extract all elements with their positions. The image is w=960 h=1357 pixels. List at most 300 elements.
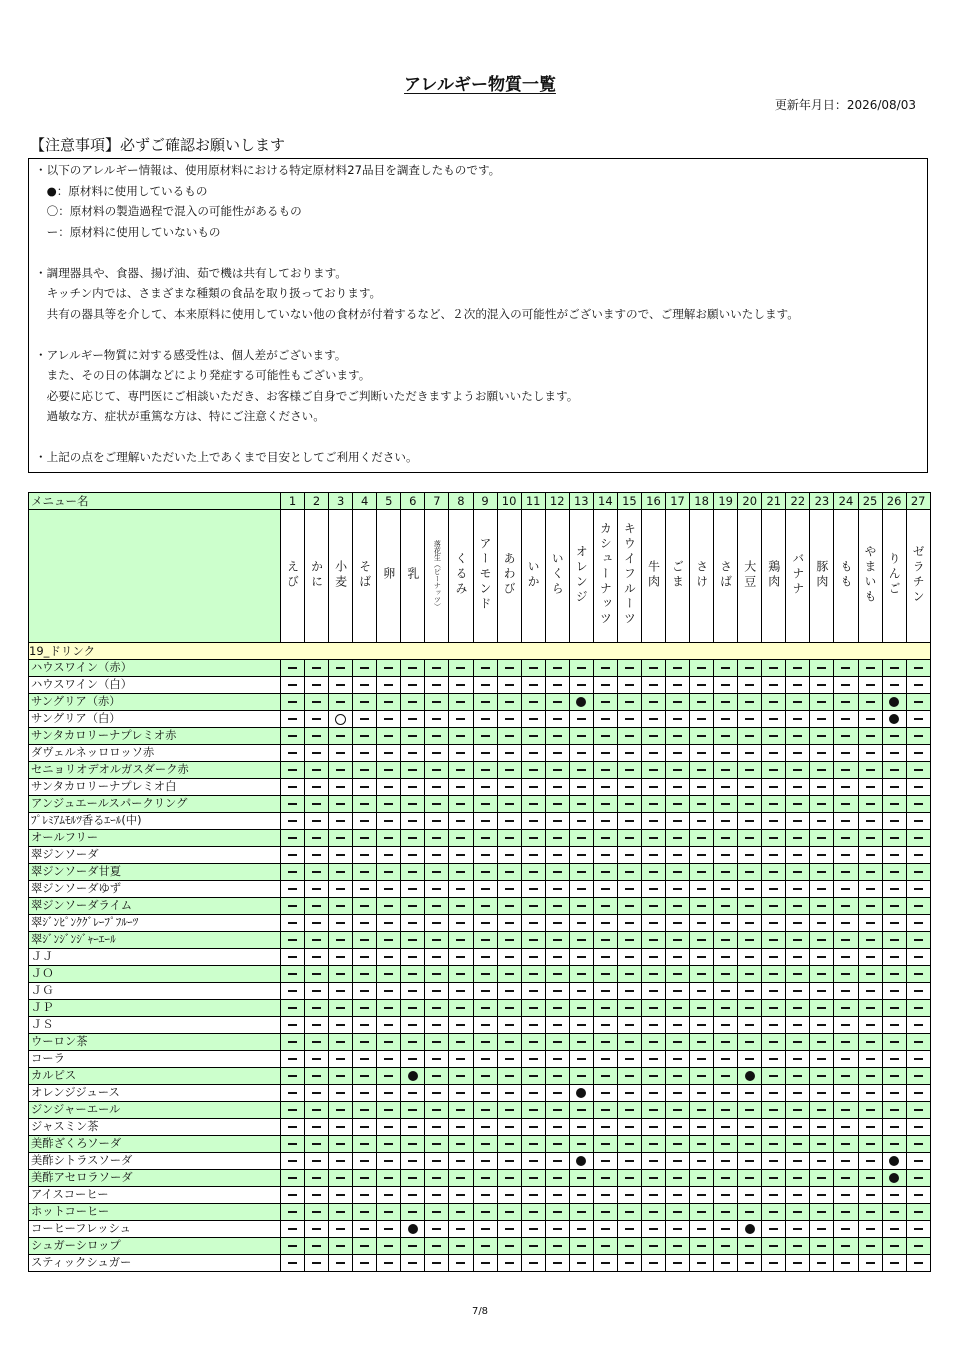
allergen-cell [666,660,690,677]
allergen-cell [593,1000,617,1017]
not-used-mark [553,854,562,855]
not-used-mark [529,837,538,838]
not-used-mark [288,786,297,787]
not-used-mark [625,1194,634,1195]
not-used-mark [817,718,826,719]
not-used-mark [481,854,490,855]
not-used-mark [553,701,562,702]
not-used-mark [697,1245,706,1246]
not-used-mark [649,1041,658,1042]
allergen-number: 11 [521,493,545,510]
allergen-cell [786,660,810,677]
page-indicator: 7/8 [471,1306,489,1317]
allergen-cell [521,966,545,983]
allergen-cell [906,694,930,711]
allergen-cell [545,966,569,983]
not-used-mark [601,854,610,855]
not-used-mark [817,1160,826,1161]
not-used-mark [408,1245,417,1246]
not-used-mark [336,1007,345,1008]
not-used-mark [553,922,562,923]
menu-item-name: ジンジャーエール [29,1102,281,1119]
menu-item-name: 翠ｼﾞﾝﾋﾟﾝｸｸﾞﾚｰﾌﾟﾌﾙｰﾂ [29,915,281,932]
allergen-cell [834,1068,858,1085]
not-used-mark [625,786,634,787]
allergen-cell [641,1017,665,1034]
allergen-cell [497,1102,521,1119]
allergen-cell [449,915,473,932]
allergen-cell [762,1102,786,1119]
not-used-mark [384,820,393,821]
not-used-mark [697,854,706,855]
not-used-mark [601,803,610,804]
not-used-mark [625,973,634,974]
not-used-mark [890,922,899,923]
allergen-cell [497,1068,521,1085]
not-used-mark [841,1143,850,1144]
not-used-mark [601,701,610,702]
not-used-mark [384,769,393,770]
not-used-mark [625,1109,634,1110]
not-used-mark [408,820,417,821]
allergen-cell [305,1034,329,1051]
allergen-cell [521,898,545,915]
not-used-mark [601,752,610,753]
allergen-cell [353,677,377,694]
not-used-mark [914,854,923,855]
allergen-cell [810,677,834,694]
allergen-cell [617,1187,641,1204]
not-used-mark [481,820,490,821]
allergen-cell [569,1204,593,1221]
not-used-mark [649,1160,658,1161]
not-used-mark [866,786,875,787]
allergen-cell [449,949,473,966]
allergen-cell [786,1034,810,1051]
table-row [29,694,931,711]
allergen-cell [690,1017,714,1034]
table-row [29,1068,931,1085]
not-used-mark [408,752,417,753]
allergen-cell [593,830,617,847]
allergen-cell [617,711,641,728]
not-used-mark [432,1024,441,1025]
not-used-mark [408,1211,417,1212]
not-used-mark [745,888,754,889]
allergen-cell [690,864,714,881]
not-used-mark [312,854,321,855]
not-used-mark [384,973,393,974]
allergen-number: 24 [834,493,858,510]
not-used-mark [553,1177,562,1178]
allergen-cell [377,1238,401,1255]
allergen-cell [641,881,665,898]
not-used-mark [697,1143,706,1144]
table-row [29,1085,931,1102]
not-used-mark [793,990,802,991]
not-used-mark [721,1262,730,1263]
allergen-cell [281,728,305,745]
allergen-cell [810,1068,834,1085]
allergen-cell [834,1204,858,1221]
allergen-cell [377,677,401,694]
not-used-mark [914,1058,923,1059]
allergen-cell [473,1017,497,1034]
allergen-cell [666,966,690,983]
not-used-mark [312,1092,321,1093]
allergen-cell [762,660,786,677]
allergen-cell [425,779,449,796]
not-used-mark [721,1058,730,1059]
allergen-cell [690,694,714,711]
allergen-cell [882,1238,906,1255]
allergen-cell [906,1119,930,1136]
not-used-mark [336,1177,345,1178]
not-used-mark [914,990,923,991]
allergen-cell [882,762,906,779]
allergen-cell [401,1187,425,1204]
not-used-mark [601,718,610,719]
not-used-mark [360,684,369,685]
not-used-mark [745,837,754,838]
allergen-cell [714,881,738,898]
not-used-mark [793,854,802,855]
not-used-mark [673,990,682,991]
allergen-cell [834,1000,858,1017]
menu-item-name: サングリア（白） [29,711,281,728]
allergen-cell [786,1238,810,1255]
not-used-mark [721,1007,730,1008]
not-used-mark [360,1109,369,1110]
allergen-cell [425,1221,449,1238]
not-used-mark [505,820,514,821]
allergen-cell [593,1221,617,1238]
allergen-cell [810,1153,834,1170]
not-used-mark [721,701,730,702]
allergen-cell [834,1136,858,1153]
not-used-mark [697,1228,706,1229]
not-used-mark [769,837,778,838]
not-used-mark [360,1092,369,1093]
not-used-mark [601,837,610,838]
allergen-cell [786,847,810,864]
allergen-cell [762,1238,786,1255]
allergen-cell [617,779,641,796]
not-used-mark [769,1007,778,1008]
allergen-cell [666,1170,690,1187]
menu-item-name: 翠ジンソーダライム [29,898,281,915]
allergen-cell [906,1068,930,1085]
allergen-cell [906,762,930,779]
not-used-mark [721,1160,730,1161]
not-used-mark [360,871,369,872]
allergen-cell [738,660,762,677]
allergen-cell [425,1238,449,1255]
allergen-cell [738,864,762,881]
not-used-mark [721,667,730,668]
not-used-mark [625,956,634,957]
allergen-cell [449,864,473,881]
not-used-mark [625,667,634,668]
allergen-cell [401,1136,425,1153]
allergen-cell [810,881,834,898]
not-used-mark [432,701,441,702]
table-row [29,813,931,830]
allergen-cell [329,1153,353,1170]
allergen-name-cell [497,510,521,643]
allergen-cell [786,728,810,745]
allergen-number: 1 [281,493,305,510]
not-used-mark [553,684,562,685]
not-used-mark [866,1194,875,1195]
allergen-cell [810,830,834,847]
not-used-mark [793,769,802,770]
allergen-cell [714,1187,738,1204]
not-used-mark [914,752,923,753]
allergen-number: 7 [425,493,449,510]
allergen-cell [401,711,425,728]
not-used-mark [841,667,850,668]
not-used-mark [384,1160,393,1161]
allergen-cell [473,898,497,915]
allergen-cell [906,1255,930,1272]
allergen-cell [281,1068,305,1085]
not-used-mark [288,1075,297,1076]
not-used-mark [673,1143,682,1144]
not-used-mark [384,1143,393,1144]
not-used-mark [649,701,658,702]
allergen-cell [449,660,473,677]
table-row [29,1153,931,1170]
allergen-cell [401,745,425,762]
allergen-number-row [29,493,931,510]
allergen-cell [690,1102,714,1119]
not-used-mark [841,1007,850,1008]
allergen-cell [545,1170,569,1187]
not-used-mark [890,1007,899,1008]
allergen-cell [690,1051,714,1068]
table-row [29,915,931,932]
not-used-mark [384,1007,393,1008]
not-used-mark [649,956,658,957]
not-used-mark [505,1177,514,1178]
allergen-cell [882,864,906,881]
allergen-cell [666,847,690,864]
not-used-mark [360,803,369,804]
not-used-mark [505,803,514,804]
not-used-mark [793,1126,802,1127]
not-used-mark [360,854,369,855]
not-used-mark [312,973,321,974]
not-used-mark [432,1160,441,1161]
allergen-cell [882,983,906,1000]
not-used-mark [553,1160,562,1161]
allergen-cell [305,694,329,711]
allergen-cell [401,660,425,677]
not-used-mark [360,837,369,838]
not-used-mark [817,1126,826,1127]
not-used-mark [866,922,875,923]
not-used-mark [336,701,345,702]
not-used-mark [721,888,730,889]
not-used-mark [817,667,826,668]
contains-mark [745,1071,755,1081]
allergen-cell [834,1187,858,1204]
not-used-mark [408,973,417,974]
allergen-number: 26 [882,493,906,510]
allergen-cell [810,932,834,949]
allergen-number: 18 [690,493,714,510]
allergen-cell [521,762,545,779]
allergen-cell [858,915,882,932]
allergen-cell [690,949,714,966]
not-used-mark [384,1041,393,1042]
allergen-cell [473,983,497,1000]
not-used-mark [817,1177,826,1178]
allergen-cell [834,1051,858,1068]
allergen-cell [353,864,377,881]
allergen-cell [714,830,738,847]
allergen-cell [545,830,569,847]
not-used-mark [553,837,562,838]
allergen-name-cell [593,510,617,643]
allergen-cell [545,677,569,694]
allergen-cell [641,830,665,847]
not-used-mark [505,1092,514,1093]
allergen-cell [497,660,521,677]
allergen-cell [593,1255,617,1272]
allergen-cell [593,1102,617,1119]
allergen-cell [281,762,305,779]
not-used-mark [408,1160,417,1161]
allergen-cell [738,745,762,762]
allergen-cell [449,745,473,762]
allergen-cell [738,1238,762,1255]
not-used-mark [769,871,778,872]
not-used-mark [890,905,899,906]
allergen-cell [810,1051,834,1068]
allergen-cell [786,1051,810,1068]
allergen-cell [786,949,810,966]
not-used-mark [793,820,802,821]
not-used-mark [721,684,730,685]
not-used-mark [553,956,562,957]
not-used-mark [456,1041,465,1042]
allergen-cell [810,762,834,779]
allergen-name-cell [714,510,738,643]
allergen-cell [641,983,665,1000]
allergen-cell [786,694,810,711]
allergen-cell [786,813,810,830]
allergen-cell [401,1221,425,1238]
allergen-cell [714,1153,738,1170]
allergen-cell [810,728,834,745]
allergen-cell [569,847,593,864]
not-used-mark [817,1058,826,1059]
allergen-cell [906,1085,930,1102]
allergen-cell [593,677,617,694]
allergen-cell [425,677,449,694]
allergen-name-cell [882,510,906,643]
allergen-name: やまいも [863,544,878,605]
not-used-mark [721,786,730,787]
table-row [29,949,931,966]
not-used-mark [769,956,778,957]
allergen-name-cell [762,510,786,643]
not-used-mark [408,1194,417,1195]
not-used-mark [360,1194,369,1195]
page-title: アレルギー物質一覧 [404,75,556,95]
allergen-cell [545,1000,569,1017]
not-used-mark [914,735,923,736]
not-used-mark [625,1041,634,1042]
not-used-mark [336,973,345,974]
not-used-mark [336,1058,345,1059]
not-used-mark [914,1109,923,1110]
not-used-mark [625,1160,634,1161]
not-used-mark [841,956,850,957]
allergen-cell [473,660,497,677]
not-used-mark [793,1007,802,1008]
not-used-mark [866,939,875,940]
not-used-mark [793,752,802,753]
not-used-mark [697,1109,706,1110]
allergen-cell [762,1085,786,1102]
not-used-mark [553,1194,562,1195]
not-used-mark [793,905,802,906]
allergen-cell [666,1068,690,1085]
allergen-cell [810,966,834,983]
not-used-mark [529,769,538,770]
not-used-mark [769,1126,778,1127]
not-used-mark [384,1092,393,1093]
allergen-cell [617,1255,641,1272]
not-used-mark [866,1143,875,1144]
not-used-mark [673,922,682,923]
allergen-cell [666,728,690,745]
allergen-cell [666,711,690,728]
not-used-mark [697,786,706,787]
not-used-mark [697,1194,706,1195]
not-used-mark [625,1126,634,1127]
not-used-mark [890,735,899,736]
not-used-mark [481,973,490,974]
allergen-cell [810,745,834,762]
allergen-cell [329,1000,353,1017]
allergen-cell [617,898,641,915]
allergen-cell [425,1255,449,1272]
allergen-cell [834,830,858,847]
allergen-cell [305,949,329,966]
not-used-mark [817,735,826,736]
allergen-number: 13 [569,493,593,510]
allergen-cell [425,745,449,762]
allergen-cell [473,1204,497,1221]
contains-mark [408,1071,418,1081]
allergen-cell [569,1051,593,1068]
allergen-cell [569,1068,593,1085]
allergen-name: オレンジ [574,544,589,605]
not-used-mark [625,1092,634,1093]
not-used-mark [890,837,899,838]
not-used-mark [481,1228,490,1229]
not-used-mark [577,854,586,855]
not-used-mark [384,922,393,923]
allergen-cell [786,898,810,915]
not-used-mark [432,1007,441,1008]
not-used-mark [769,718,778,719]
allergen-cell [617,830,641,847]
